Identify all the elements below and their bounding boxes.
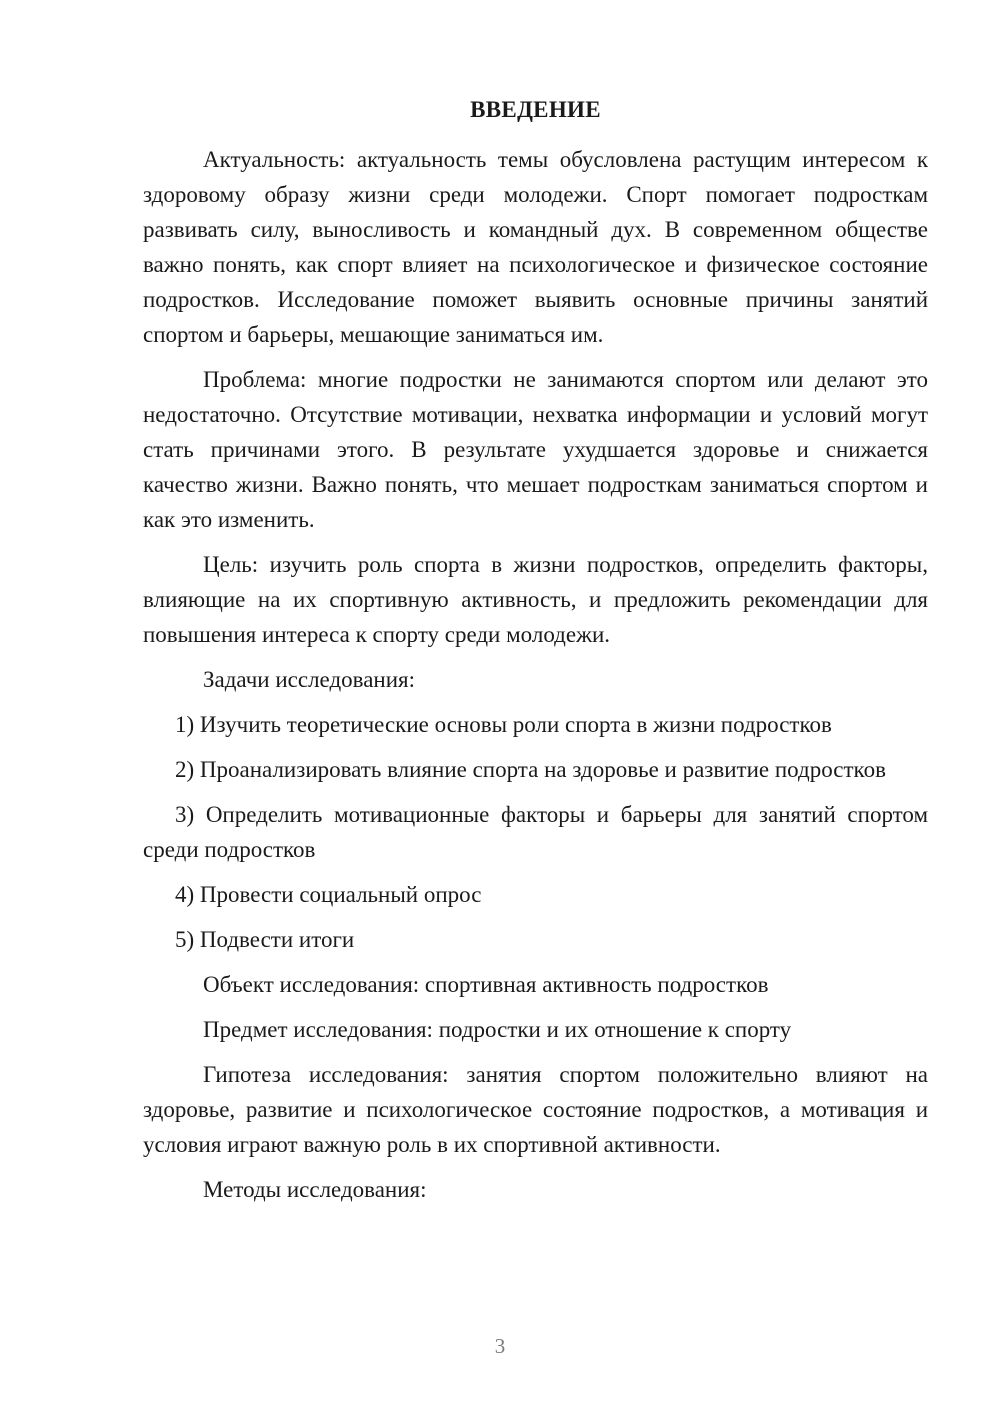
section-title: ВВЕДЕНИЕ	[470, 97, 601, 122]
paragraph-tasks-heading: Задачи исследования:	[203, 667, 416, 692]
paragraph-relevance: Актуальность: актуальность темы обусловлена растущим интересом к здоровому образу жизни среди молодежи. Спорт помогает подросткам развивать силу, выносливость и командный дух. В современном обществе важно понять, как спорт влияет на психологическое и физическое состояние подростков. Исследование поможет выявить основные причины занятий спортом и барьеры, мешающие заниматься им.	[143, 147, 928, 347]
paragraph-goal: Цель: изучить роль спорта в жизни подростков, определить факторы, влияющие на их спортивную активность, и предложить рекомендации для повышения интереса к спорту среди молодежи.	[143, 552, 928, 647]
task-item-1: 1) Изучить теоретические основы роли спорта в жизни подростков	[175, 712, 832, 737]
paragraph-subject: Предмет исследования: подростки и их отношение к спорту	[203, 1017, 792, 1042]
task-item-2: 2) Проанализировать влияние спорта на здоровье и развитие подростков	[175, 757, 886, 782]
paragraph-methods: Методы исследования:	[203, 1177, 427, 1202]
paragraph-object: Объект исследования: спортивная активность подростков	[203, 972, 769, 997]
task-item-4: 4) Провести социальный опрос	[175, 882, 482, 907]
task-item-3: 3) Определить мотивационные факторы и барьеры для занятий спортом среди подростков	[143, 802, 928, 862]
page-number: 3	[494, 1334, 506, 1358]
page-content	[143, 92, 928, 1217]
paragraph-problem: Проблема: многие подростки не занимаются спортом или делают это недостаточно. Отсутствие мотивации, нехватка информации и условий могут стать причинами этого. В результате ухудшается здоровье и снижается качество жизни. Важно понять, что мешает подросткам заниматься спортом и как это изменить.	[143, 367, 928, 532]
task-item-5: 5) Подвести итоги	[175, 927, 355, 952]
paragraph-hypothesis: Гипотеза исследования: занятия спортом положительно влияют на здоровье, развитие и психологическое состояние подростков, а мотивация и условия играют важную роль в их спортивной активности.	[143, 1062, 928, 1157]
